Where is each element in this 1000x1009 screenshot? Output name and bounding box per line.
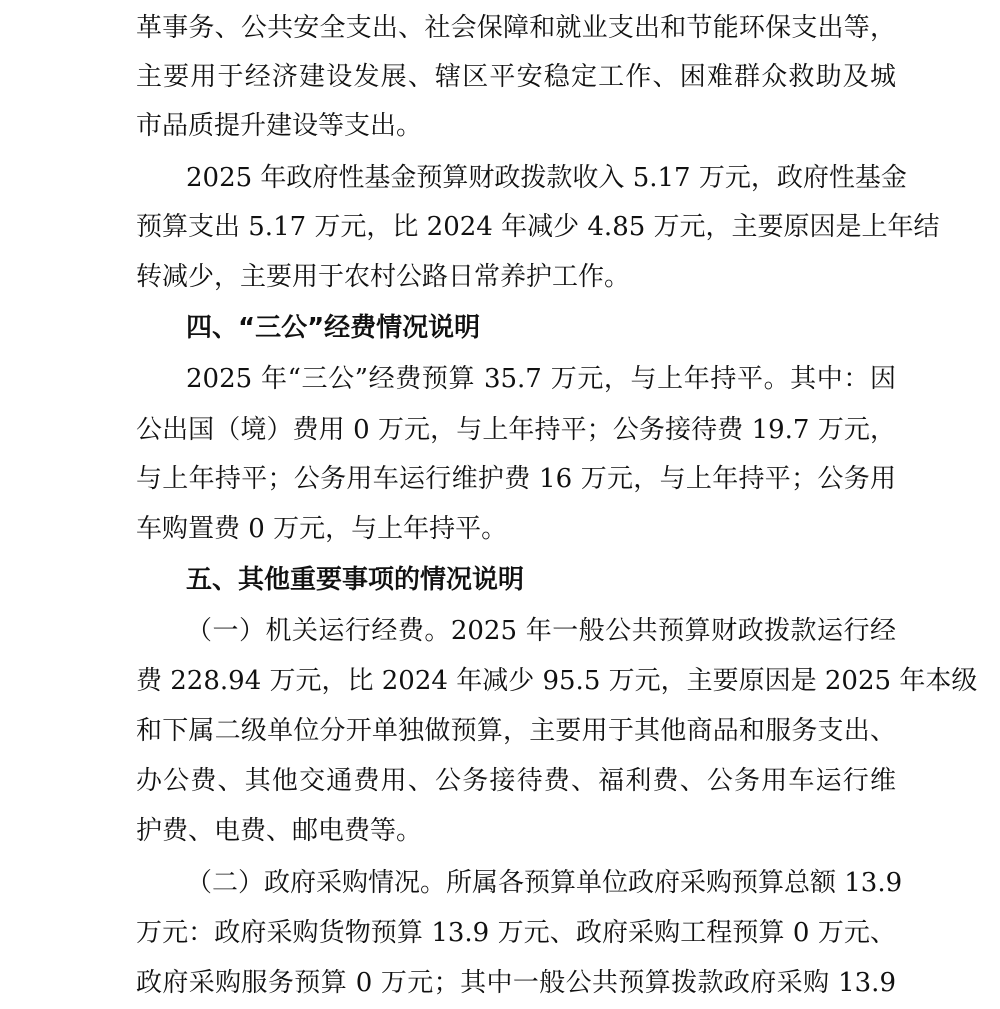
paragraph-line: 2025 年“三公”经费预算 35.7 万元，与上年持平。其中：因 bbox=[186, 364, 896, 394]
paragraph-line: （二）政府采购情况。所属各预算单位政府采购预算总额 13.9 bbox=[186, 868, 903, 898]
paragraph-line: 主要用于经济建设发展、辖区平安稳定工作、困难群众救助及城 bbox=[136, 62, 896, 92]
paragraph-line: 与上年持平；公务用车运行维护费 16 万元，与上年持平；公务用 bbox=[136, 464, 896, 494]
paragraph-line: 车购置费 0 万元，与上年持平。 bbox=[136, 514, 508, 544]
paragraph-line: 2025 年政府性基金预算财政拨款收入 5.17 万元，政府性基金 bbox=[186, 163, 907, 193]
paragraph-line: 预算支出 5.17 万元，比 2024 年减少 4.85 万元，主要原因是上年结 bbox=[136, 212, 940, 242]
paragraph-line: （一）机关运行经费。2025 年一般公共预算财政拨款运行经 bbox=[186, 616, 896, 646]
paragraph-line: 市品质提升建设等支出。 bbox=[136, 111, 423, 141]
section-heading-4: 四、“三公”经费情况说明 bbox=[186, 313, 481, 343]
paragraph-line: 政府采购服务预算 0 万元；其中一般公共预算拨款政府采购 13.9 bbox=[136, 968, 896, 998]
paragraph-line: 革事务、公共安全支出、社会保障和就业支出和节能环保支出等， bbox=[136, 13, 896, 43]
paragraph-line: 万元：政府采购货物预算 13.9 万元、政府采购工程预算 0 万元、 bbox=[136, 918, 896, 948]
paragraph-line: 转减少，主要用于农村公路日常养护工作。 bbox=[136, 262, 631, 292]
paragraph-line: 公出国（境）费用 0 万元，与上年持平；公务接待费 19.7 万元， bbox=[136, 415, 896, 445]
paragraph-line: 办公费、其他交通费用、公务接待费、福利费、公务用车运行维 bbox=[136, 766, 896, 796]
paragraph-line: 费 228.94 万元，比 2024 年减少 95.5 万元，主要原因是 2025 年本级 bbox=[136, 666, 978, 696]
section-heading-5: 五、其他重要事项的情况说明 bbox=[186, 565, 525, 595]
paragraph-line: 和下属二级单位分开单独做预算，主要用于其他商品和服务支出、 bbox=[136, 716, 896, 746]
paragraph-line: 护费、电费、邮电费等。 bbox=[136, 816, 423, 846]
